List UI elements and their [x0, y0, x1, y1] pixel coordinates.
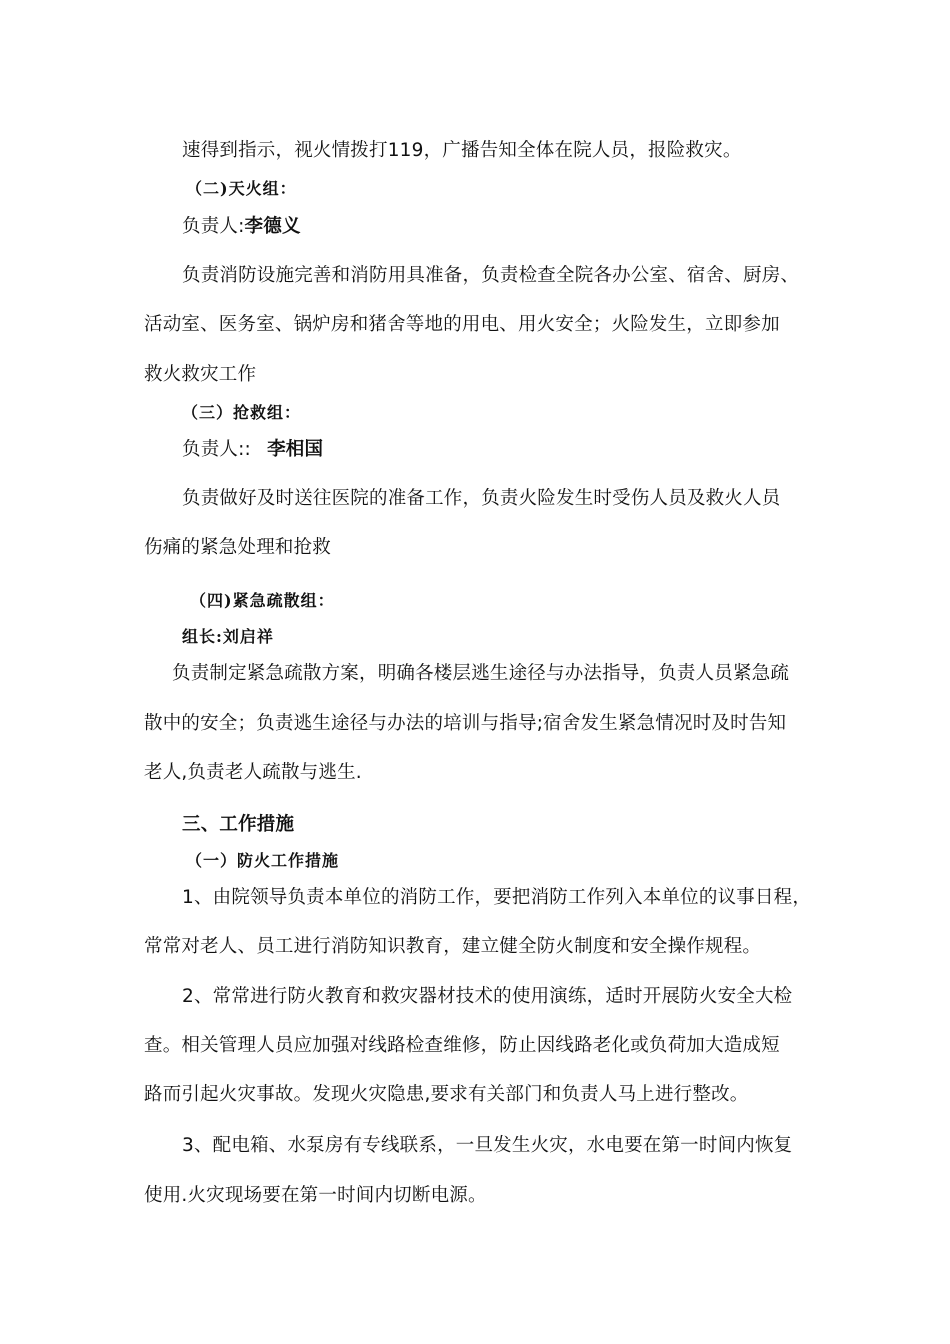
group-leader: 组长:刘启祥 [182, 627, 274, 646]
leader-label: 负责人: [182, 216, 245, 237]
leader-line [182, 437, 323, 463]
leader-name: 李相国 [267, 439, 324, 460]
section-heading: （三）抢救组： [182, 403, 302, 422]
paragraph-line: 伤痛的紧急处理和抢救 [144, 537, 332, 558]
leader-line [182, 214, 301, 240]
paragraph-line: 查。相关管理人员应加强对线路检查维修，防止因线路老化或负荷加大造成短 [144, 1035, 780, 1056]
leader-name: 李德义 [244, 216, 301, 237]
paragraph-line: 路而引起火灾事故。发现火灾隐患,要求有关部门和负责人马上进行整改。 [144, 1084, 749, 1105]
paragraph-line: 负责做好及时送往医院的准备工作，负责火险发生时受伤人员及救火人员 [182, 488, 781, 509]
paragraph-line: 2、常常进行防火教育和救灾器材技术的使用演练，适时开展防火安全大检 [182, 986, 793, 1007]
paragraph-line: 1、由院领导负责本单位的消防工作，要把消防工作列入本单位的议事日程， [182, 887, 812, 908]
leader-label: 负责人:: [182, 439, 251, 460]
paragraph-line: 老人,负责老人疏散与逃生. [144, 762, 362, 783]
paragraph-line: 救火救灾工作 [144, 364, 257, 385]
paragraph-line: 使用.火灾现场要在第一时间内切断电源。 [144, 1185, 487, 1206]
paragraph-line: 活动室、医务室、锅炉房和猪舍等地的用电、用火安全；火险发生，立即参加 [144, 314, 780, 335]
section-heading: （二)天火组： [186, 179, 297, 198]
paragraph-line: 负责制定紧急疏散方案，明确各楼层逃生途径与办法指导，负责人员紧急疏 [172, 663, 790, 684]
section-heading: （一）防火工作措施 [186, 851, 340, 870]
paragraph-line: 负责消防设施完善和消防用具准备，负责检查全院各办公室、宿舍、厨房、 [182, 265, 800, 286]
section-title: 三、工作措施 [182, 814, 295, 835]
paragraph-line: 常常对老人、员工进行消防知识教育，建立健全防火制度和安全操作规程。 [144, 936, 762, 957]
section-heading: （四)紧急疏散组： [190, 591, 335, 610]
paragraph-line: 3、配电箱、水泵房有专线联系，一旦发生火灾，水电要在第一时间内恢复 [182, 1135, 793, 1156]
paragraph-line: 速得到指示，视火情拨打119，广播告知全体在院人员，报险救灾。 [182, 140, 742, 161]
paragraph-line: 散中的安全；负责逃生途径与办法的培训与指导;宿舍发生紧急情况时及时告知 [144, 713, 787, 734]
